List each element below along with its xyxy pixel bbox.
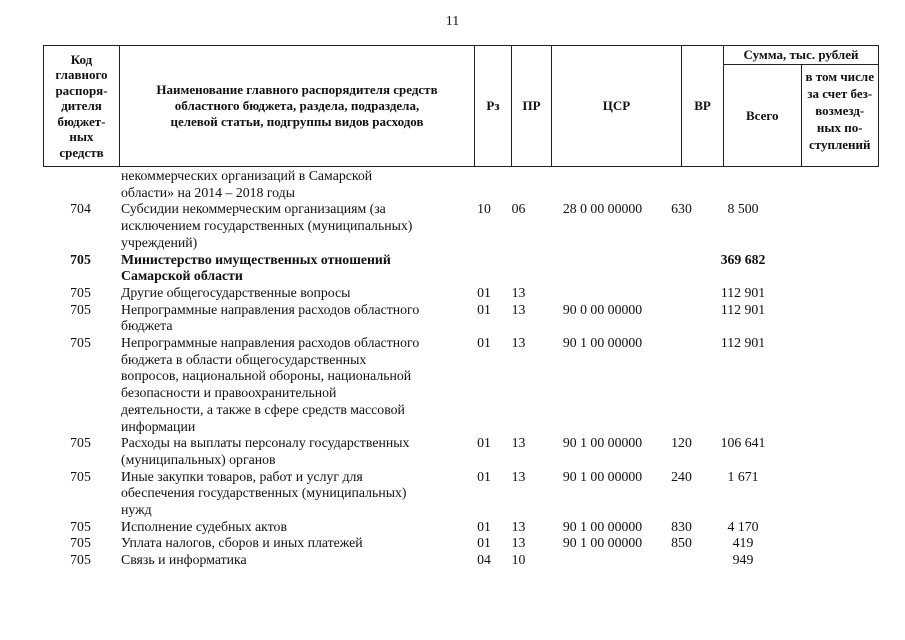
cell-name [121, 435, 469, 468]
cell-pr: 13 [511, 284, 526, 300]
cell-name-line: Министерство имущественных отношений [121, 251, 391, 267]
cell-code: 705 [70, 535, 91, 551]
header-line: в том числе [805, 69, 874, 84]
header-line: бюджет- [57, 113, 106, 129]
cell-total: 8 500 [727, 201, 759, 217]
cell-rz: 01 [477, 284, 491, 300]
cell-total: 1 671 [727, 468, 759, 484]
cell-rz: 01 [477, 518, 491, 534]
cell-total: 369 682 [720, 251, 766, 267]
cell-rz: 01 [477, 301, 491, 317]
header-pr: ПР [512, 46, 552, 167]
table-row [43, 335, 879, 435]
cell-name-line: Субсидии некоммерческим организациям (за [121, 201, 386, 217]
cell-name [121, 201, 469, 251]
cell-name [121, 535, 469, 552]
cell-pr: 13 [511, 435, 526, 451]
cell-vr: 120 [671, 435, 692, 451]
header-sum: Сумма, тыс. рублей [724, 46, 879, 65]
header-line: за счет без- [807, 86, 873, 101]
table-header [43, 45, 879, 167]
cell-total: 112 901 [720, 335, 766, 351]
table-row [43, 435, 879, 468]
cell-name [121, 252, 469, 285]
cell-name-line: некоммерческих организаций в Самарской [121, 168, 373, 183]
cell-name-line: (муниципальных) органов [121, 451, 276, 467]
cell-name-line: Непрограммные направления расходов областного [121, 301, 420, 317]
header-line: дителя [61, 98, 102, 114]
cell-pr: 13 [511, 535, 526, 551]
table-row [43, 252, 879, 285]
header-rz: Рз [475, 46, 512, 167]
cell-total: 949 [732, 552, 754, 568]
cell-code: 705 [70, 518, 91, 534]
cell-name-line: вопросов, национальной обороны, национальной [121, 368, 412, 384]
cell-pr: 13 [511, 301, 526, 317]
cell-total: 112 901 [720, 301, 766, 317]
header-line: ных по- [816, 120, 863, 135]
cell-name-line: бюджета [121, 318, 173, 334]
cell-name-line: исключением государственных (муниципальных) [121, 218, 413, 234]
table-row [43, 285, 879, 302]
cell-total: 106 641 [720, 435, 766, 451]
cell-code: 705 [70, 435, 91, 451]
table-row [43, 535, 879, 552]
header-line: ступлений [808, 137, 871, 152]
cell-name-line: Связь и информатика [121, 552, 247, 568]
header-line: областного бюджета, раздела, подраздела, [174, 98, 420, 113]
cell-name-line: учреждений) [121, 234, 198, 250]
cell-name-line: Самарской области [121, 268, 243, 284]
cell-csr: 90 1 00 00000 [562, 535, 643, 551]
header-name [120, 46, 475, 167]
cell-rz: 01 [477, 435, 491, 451]
header-line: распоря- [55, 82, 108, 98]
cell-vr: 630 [671, 201, 692, 217]
cell-code: 705 [70, 468, 91, 484]
cell-name-line: Уплата налогов, сборов и иных платежей [121, 535, 363, 551]
cell-code: 705 [70, 335, 91, 351]
header-incl [801, 65, 879, 167]
header-vr: ВР [682, 46, 724, 167]
cell-pr: 06 [511, 201, 526, 217]
cell-pr: 13 [511, 335, 526, 351]
cell-csr: 90 1 00 00000 [562, 518, 643, 534]
cell-vr: 830 [671, 518, 692, 534]
cell-code: 705 [70, 552, 91, 568]
cell-name-line: нужд [121, 502, 152, 518]
cell-name [121, 302, 469, 335]
cell-code: 704 [70, 201, 91, 217]
cell-total: 419 [732, 535, 754, 551]
cell-name-line: Иные закупки товаров, работ и услуг для [121, 468, 363, 484]
cell-csr: 90 1 00 00000 [562, 468, 643, 484]
cell-code: 705 [70, 301, 91, 317]
cell-pr: 13 [511, 518, 526, 534]
cell-pr: 10 [511, 552, 526, 568]
table-row [43, 168, 879, 201]
cell-name-line: информации [121, 418, 196, 434]
cell-rz: 01 [477, 468, 491, 484]
table-row [43, 469, 879, 519]
cell-rz: 01 [477, 335, 491, 351]
header-line: возмезд- [815, 103, 865, 118]
header-code [44, 46, 120, 167]
header-line: ных [69, 129, 94, 145]
cell-name [121, 335, 469, 435]
cell-name [121, 285, 469, 302]
table-row [43, 201, 879, 251]
cell-name-line: Расходы на выплаты персоналу государственных [121, 435, 410, 451]
cell-name-line: Непрограммные направления расходов областного [121, 335, 420, 351]
cell-code: 705 [70, 251, 91, 267]
cell-name [121, 469, 469, 519]
table-body [43, 168, 879, 569]
cell-csr: 90 0 00 00000 [562, 301, 643, 317]
cell-name [121, 519, 469, 536]
cell-total: 112 901 [720, 284, 766, 300]
table-row [43, 302, 879, 335]
cell-name-line: Исполнение судебных актов [121, 518, 287, 534]
cell-name-line: деятельности, а также в сфере средств массовой [121, 401, 405, 417]
cell-name-line: безопасности и правоохранительной [121, 385, 337, 401]
cell-name [121, 552, 469, 569]
cell-csr: 90 1 00 00000 [562, 435, 643, 451]
cell-vr: 850 [671, 535, 692, 551]
header-csr: ЦСР [552, 46, 682, 167]
header-line: Наименование главного распорядителя средств [156, 82, 438, 97]
page-number: 11 [445, 14, 460, 29]
table-row [43, 519, 879, 536]
cell-rz: 10 [477, 201, 491, 217]
cell-total: 4 170 [727, 518, 759, 534]
header-line: Код [70, 51, 93, 67]
header-line: главного [55, 67, 108, 83]
cell-name-line: бюджета в области общегосударственных [121, 351, 367, 367]
cell-pr: 13 [511, 468, 526, 484]
cell-rz: 04 [477, 552, 491, 568]
cell-name-line: области» на 2014 – 2018 годы [121, 184, 295, 200]
cell-name-line: Другие общегосударственные вопросы [121, 284, 351, 300]
cell-name-line: обеспечения государственных (муниципальных) [121, 485, 407, 501]
cell-rz: 01 [477, 535, 491, 551]
cell-code: 705 [70, 284, 91, 300]
cell-csr: 90 1 00 00000 [562, 335, 643, 351]
cell-name [121, 168, 469, 201]
header-line: средств [59, 144, 104, 160]
cell-vr: 240 [671, 468, 692, 484]
header-line: целевой статьи, подгруппы видов расходов [170, 114, 424, 129]
table-row [43, 552, 879, 569]
header-total: Всего [724, 65, 802, 167]
cell-csr: 28 0 00 00000 [562, 201, 643, 217]
